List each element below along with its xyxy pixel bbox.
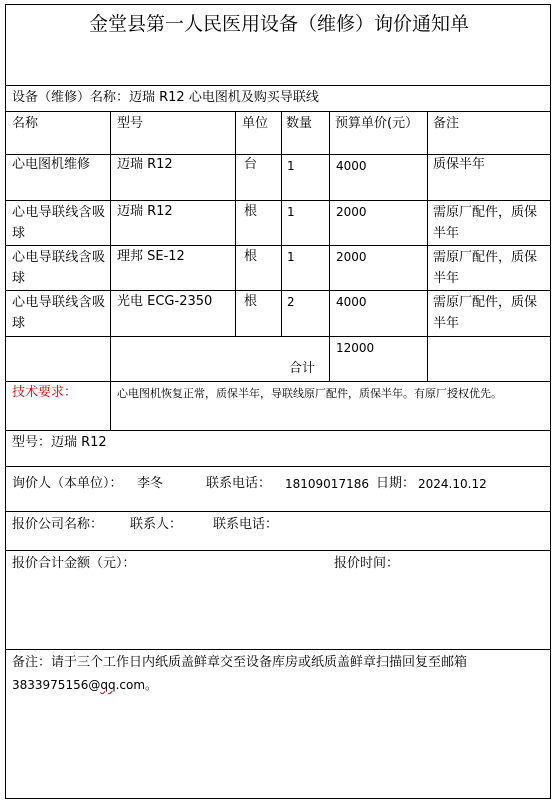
row2-price: 2000	[336, 205, 367, 219]
header-qty: 数量	[286, 116, 313, 131]
total-label: 合计	[289, 361, 316, 376]
column-divider	[110, 111, 111, 381]
quote-contact-label: 联系人：	[130, 517, 183, 532]
row1-price: 4000	[336, 159, 367, 173]
column-divider	[110, 381, 111, 430]
divider	[5, 550, 551, 551]
column-divider	[281, 111, 282, 336]
column-divider	[427, 111, 428, 381]
row1-unit: 台	[244, 157, 258, 172]
header-note: 备注	[433, 116, 460, 131]
row3-price: 2000	[336, 250, 367, 264]
row3-unit: 根	[244, 249, 258, 264]
inquirer-phone: 18109017186	[285, 477, 369, 491]
tech-requirements-text: 心电图机恢复正常，质保半年，导联线原厂配件，质保半年。有原厂授权优先。	[117, 387, 502, 400]
row1-name: 心电图机维修	[12, 157, 91, 172]
quote-amount-label: 报价合计金额（元）：	[12, 556, 136, 571]
header-price: 预算单价(元）	[335, 116, 419, 131]
row3-qty: 1	[287, 250, 295, 264]
column-divider	[329, 111, 330, 381]
row2-name: 心电导联线含吸球	[12, 205, 105, 241]
row4-unit: 根	[244, 294, 258, 309]
header-unit: 单位	[242, 116, 269, 131]
divider	[5, 154, 551, 155]
row2-model: 迈瑞 R12	[117, 204, 173, 219]
tech-requirements-label: 技术要求：	[12, 385, 78, 400]
device-name-line: 设备（维修）名称：迈瑞 R12 心电图机及购买导联线	[12, 90, 319, 105]
inquiry-date-label: 日期：	[376, 476, 416, 491]
row2-qty: 1	[287, 205, 295, 219]
document-title: 金堂县第一人民医用设备（维修）询价通知单	[88, 13, 469, 35]
inquirer-phone-label: 联系电话：	[206, 476, 272, 491]
row1-note: 质保半年	[433, 157, 486, 172]
remark-email	[12, 679, 157, 691]
row4-note: 需原厂配件，质保半年	[433, 295, 538, 331]
divider	[5, 200, 551, 201]
row3-name: 心电导联线含吸球	[12, 250, 105, 286]
total-value: 12000	[336, 341, 375, 355]
row4-model: 光电 ECG-2350	[117, 294, 213, 309]
inquirer-name: 李冬	[137, 476, 164, 491]
row3-model: 理邦 SE-12	[117, 249, 185, 264]
divider	[5, 245, 551, 246]
inquirer-label: 询价人（本单位）：	[12, 476, 123, 491]
quote-time-label: 报价时间：	[334, 556, 400, 571]
divider	[5, 466, 551, 467]
remark-text: 备注：请于三个工作日内纸质盖鲜章交至设备库房或纸质盖鲜章扫描回复至邮箱	[12, 655, 468, 670]
divider	[5, 430, 551, 431]
row3-note: 需原厂配件，质保半年	[433, 250, 538, 286]
column-divider	[235, 111, 236, 336]
quote-company-label: 报价公司名称：	[12, 517, 104, 532]
email-suffix: .com。	[115, 678, 158, 692]
row4-price: 4000	[336, 295, 367, 309]
email-domain: qq	[100, 678, 116, 692]
email-prefix: 3833975156@	[12, 678, 101, 692]
divider	[5, 85, 551, 86]
divider	[5, 290, 551, 291]
quote-phone-label: 联系电话：	[213, 517, 279, 532]
row1-model: 迈瑞 R12	[117, 157, 173, 172]
model-line: 型号：迈瑞 R12	[12, 435, 107, 450]
row4-qty: 2	[287, 295, 295, 309]
divider	[5, 511, 551, 512]
divider	[5, 336, 551, 337]
header-name: 名称	[12, 116, 39, 131]
header-model: 型号	[117, 116, 144, 131]
row1-qty: 1	[287, 159, 295, 173]
row2-note: 需原厂配件，质保半年	[433, 205, 538, 241]
row4-name: 心电导联线含吸球	[12, 295, 105, 331]
divider	[5, 111, 551, 112]
inquiry-date: 2024.10.12	[418, 477, 487, 491]
row2-unit: 根	[244, 204, 258, 219]
divider	[5, 381, 551, 382]
divider	[5, 649, 551, 650]
